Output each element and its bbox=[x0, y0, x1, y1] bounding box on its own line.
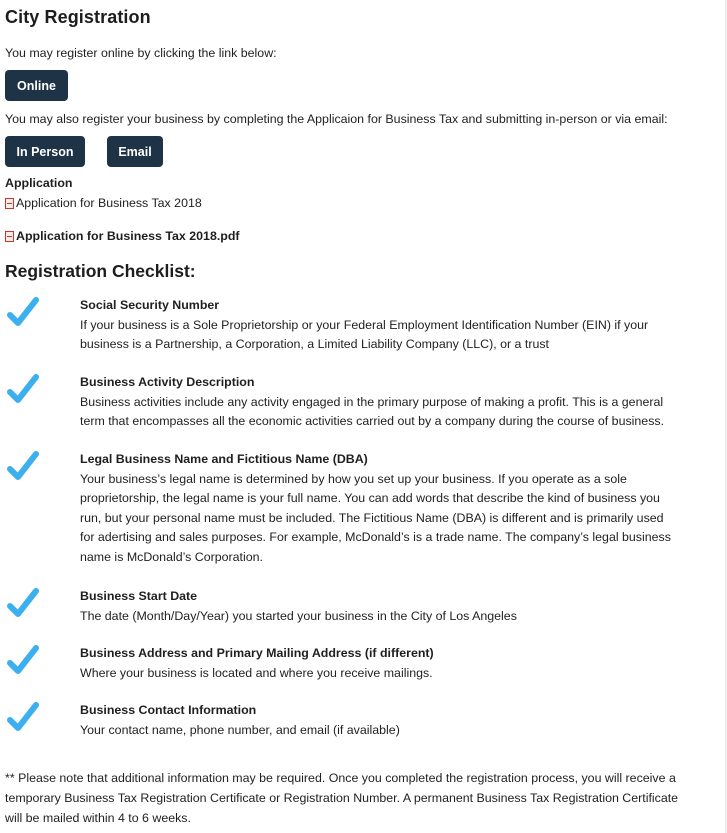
footnote: ** Please note that additional information may be required. Once you completed the registration process, you will receive a temporary Business Tax Registration Certificate or Registration Number. A permanent Business Tax Registration Certificate will be mailed within 4 to 6 weeks. bbox=[5, 771, 679, 825]
email-button[interactable]: Email bbox=[107, 136, 163, 167]
application-pdf-link-text[interactable]: Application for Business Tax 2018.pdf bbox=[16, 229, 240, 243]
intro-other-text: You may also register your business by completing the Applicaion for Business Tax and submitting in-person or via email: bbox=[5, 112, 668, 126]
pdf-icon bbox=[5, 198, 14, 209]
checklist-item-title: Business Activity Description bbox=[80, 375, 255, 389]
page-title: City Registration bbox=[5, 7, 151, 27]
checklist-item-title: Social Security Number bbox=[80, 298, 220, 312]
application-link-text[interactable]: Application for Business Tax 2018 bbox=[16, 196, 202, 210]
checklist-item-desc: Your contact name, phone number, and email (if available) bbox=[80, 722, 400, 737]
checkmark-icon bbox=[7, 296, 39, 328]
checklist-item-text bbox=[80, 701, 680, 740]
checklist-item-desc: The date (Month/Day/Year) you started your business in the City of Los Angeles bbox=[80, 608, 517, 623]
checklist-item-title: Business Start Date bbox=[80, 589, 198, 603]
checkmark-icon bbox=[7, 373, 39, 405]
checklist-item-title: Legal Business Name and Fictitious Name (DBA) bbox=[80, 452, 368, 466]
checklist-item-text bbox=[80, 450, 680, 568]
checkmark-icon bbox=[7, 644, 39, 676]
checklist-item-desc: If your business is a Sole Proprietorship or your Federal Employment Identification Number (EIN) if your business is a Partnership, a Corporation, a Limited Liability Company (LLC), or a trust bbox=[80, 317, 649, 352]
checklist-item-desc: Your business’s legal name is determined by how you set up your business. If you operate as a sole proprietorship, the legal name is your full name. You can add words that describe the kind of business you run, but your personal name must be included. The Fictitious Name (DBA) is different and is primarily used for adertising and sales purposes. For example, McDonald’s is a trade name. The company’s legal business name is McDonald’s Corporation. bbox=[80, 471, 671, 564]
checklist-item-text bbox=[80, 373, 680, 432]
online-button[interactable]: Online bbox=[5, 70, 68, 101]
checkmark-icon bbox=[7, 701, 39, 733]
checklist-title: Registration Checklist: bbox=[5, 261, 196, 281]
checklist-item-title: Business Address and Primary Mailing Address (if different) bbox=[80, 646, 434, 660]
checklist-item-desc: Business activities include any activity engaged in the primary purpose of making a profit. This is a general term that encompasses all the economic activities carried out by a company during the course of business. bbox=[80, 394, 665, 429]
application-link[interactable] bbox=[5, 196, 202, 210]
checklist-item-text bbox=[80, 296, 680, 355]
pdf-icon bbox=[5, 231, 14, 242]
checklist-item-text bbox=[80, 587, 680, 626]
intro-online-text: You may register online by clicking the link below: bbox=[5, 46, 277, 60]
checkmark-icon bbox=[7, 450, 39, 482]
application-pdf-link[interactable] bbox=[5, 229, 240, 243]
checkmark-icon bbox=[7, 587, 39, 619]
checklist-item-text bbox=[80, 644, 680, 683]
checklist-item-desc: Where your business is located and where you receive mailings. bbox=[80, 665, 433, 680]
in-person-button[interactable]: In Person bbox=[5, 136, 85, 167]
application-label: Application bbox=[5, 176, 73, 190]
checklist-item-title: Business Contact Information bbox=[80, 703, 257, 717]
